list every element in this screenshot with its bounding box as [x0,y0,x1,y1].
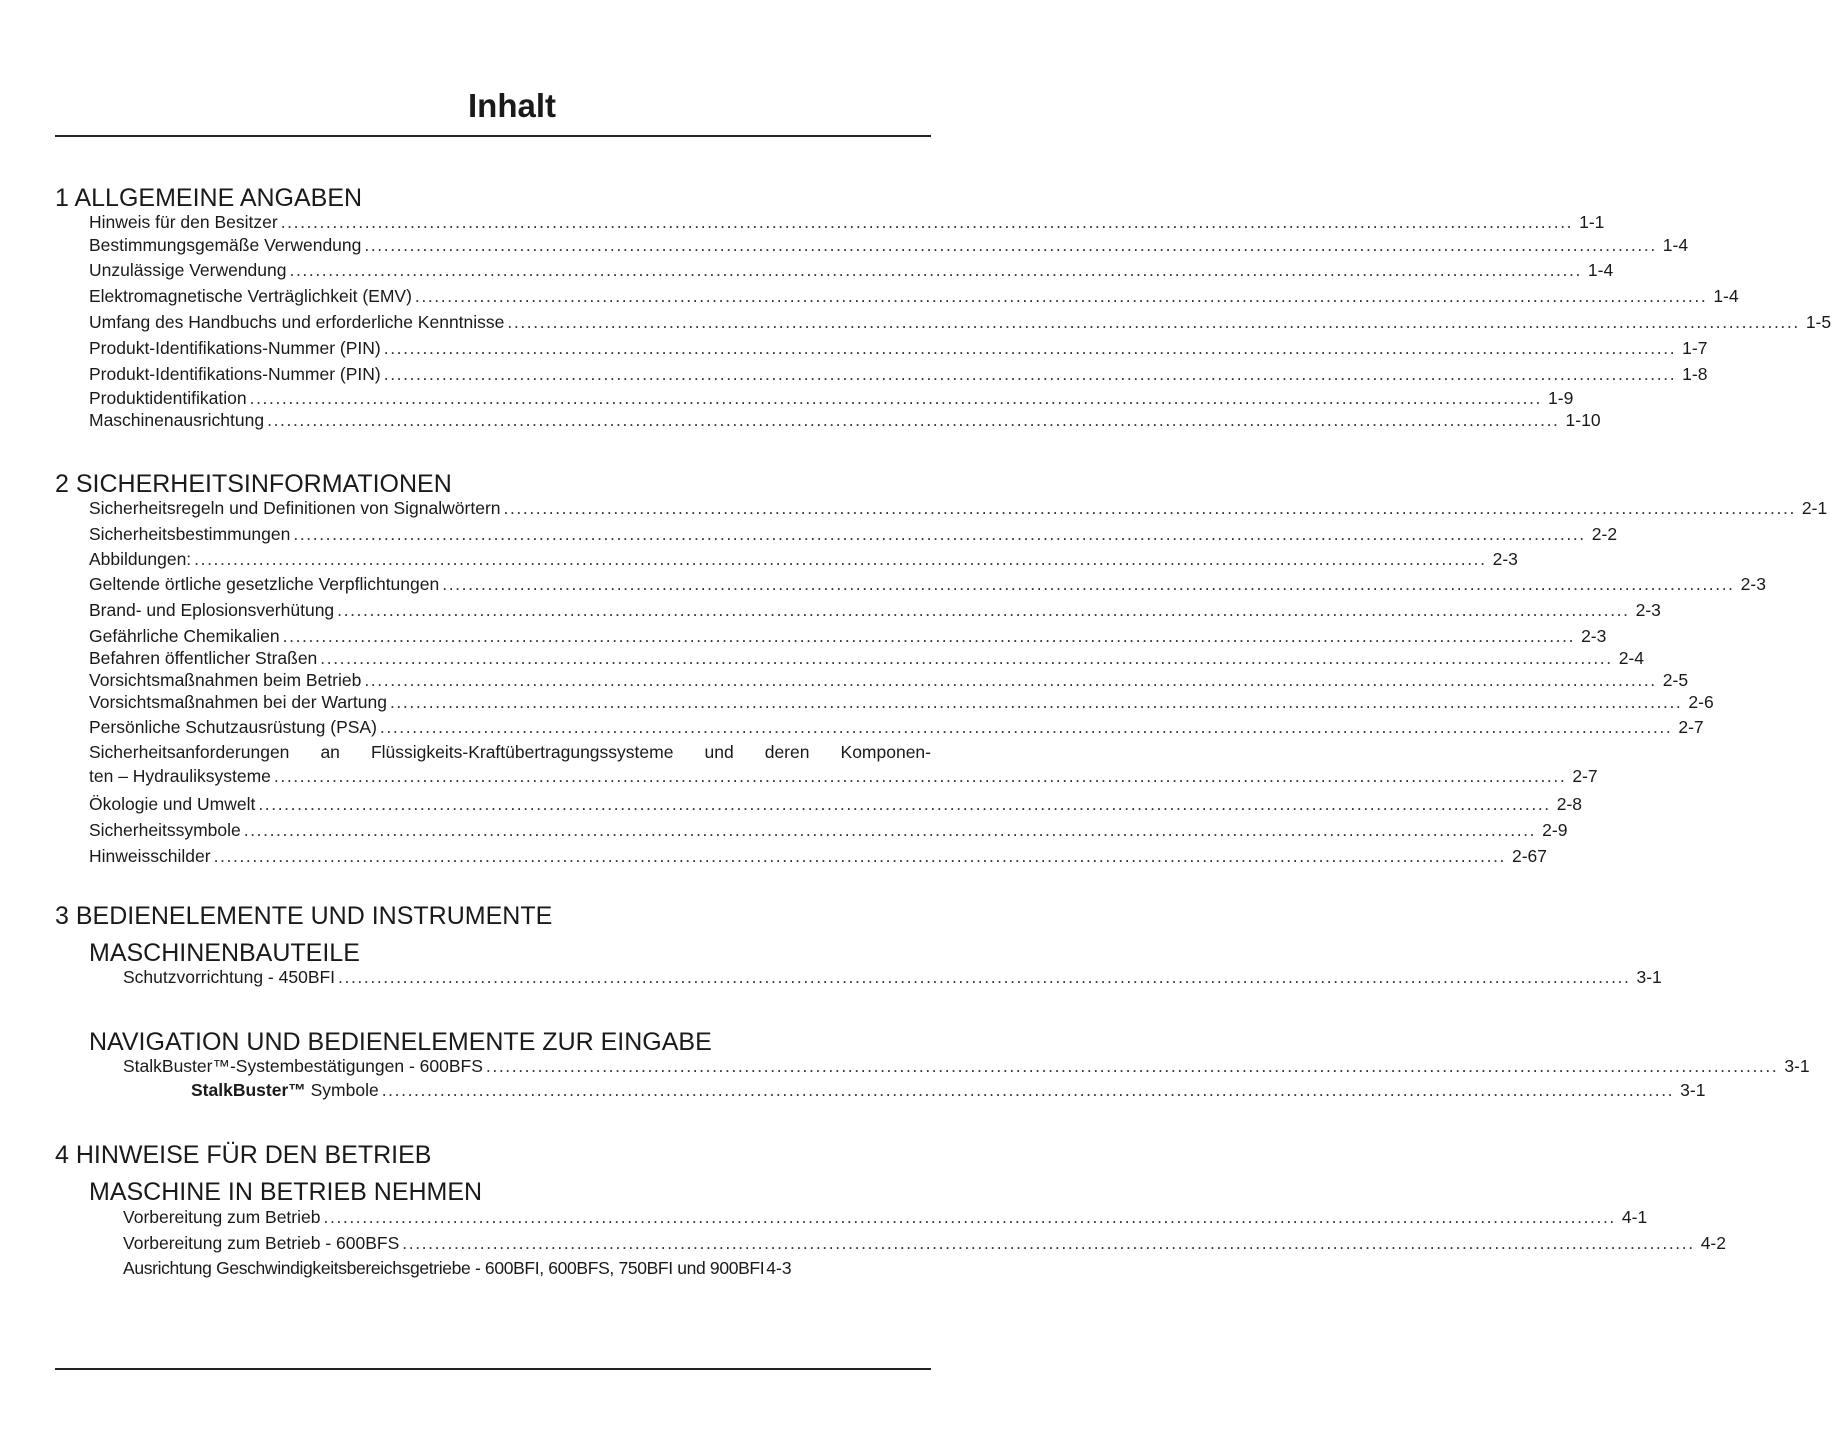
section-1-heading[interactable]: 1 ALLGEMEINE ANGABEN [55,184,363,212]
toc-page-number: 1-4 [1662,235,1689,255]
toc-entry[interactable] [89,625,1607,647]
toc-page-number: 4-3 [766,1258,792,1278]
leader-dots: ........................................................................................................................................................................................................ [389,692,1683,712]
toc-entry-text: Sicherheitssymbole [89,820,241,840]
leader-dots: ........................................................................................................................................................................................................ [289,260,1582,280]
toc-page-number: 2-2 [1591,524,1618,544]
toc-page-number: 1-1 [1579,212,1605,232]
toc-page-number: 1-4 [1713,286,1739,306]
toc-entry[interactable] [89,523,1618,545]
leader-dots: ........................................................................................................................................................................................................ [381,1080,1675,1100]
toc-entry-text: Ökologie und Umwelt [89,794,256,814]
subsection-heading[interactable]: MASCHINE IN BETRIEB NEHMEN [89,1178,483,1206]
toc-entry-text: Hinweisschilder [89,846,211,866]
toc-page-number: 2-3 [1740,574,1766,594]
toc-entry-text: Unzulässige Verwendung [89,260,287,280]
toc-page-number: 2-9 [1542,820,1568,840]
leader-dots: ........................................................................................................................................................................................................ [273,766,1567,786]
toc-entry[interactable] [89,337,1708,359]
leader-dots: ........................................................................................................................................................................................................ [194,549,1487,569]
toc-entry-text: Maschinenausrichtung [89,410,265,430]
toc-page-number: 2-67 [1512,846,1548,866]
toc-entry-text: Vorbereitung zum Betrieb - 600BFS [123,1233,400,1253]
subsection-heading[interactable]: NAVIGATION UND BEDIENELEMENTE ZUR EINGABE [89,1028,712,1056]
toc-page-number: 1-5 [1805,312,1831,332]
toc-entry-text: Vorsichtsmaßnahmen bei der Wartung [89,692,387,712]
leader-dots: ........................................................................................................................................................................................................ [258,794,1551,814]
section-4-heading[interactable]: 4 HINWEISE FÜR DEN BETRIEB [55,1141,432,1169]
toc-entry-wrapped-line[interactable]: Sicherheitsanforderungen an Flüssigkeits-Kraftübertragungssysteme und deren Komponen- [89,742,931,762]
toc-entry[interactable] [191,1079,1706,1101]
toc-entry-text: Ausrichtung Geschwindigkeitsbereichsgetriebe - 600BFI, 600BFS, 750BFI und 900BFI [123,1258,765,1278]
leader-dots: ........................................................................................................................................................................................................ [338,967,1631,987]
leader-dots: ........................................................................................................................................................................................................ [213,846,1506,866]
leader-dots: ........................................................................................................................................................................................................ [364,670,1657,690]
toc-entry-text: Vorbereitung zum Betrieb [123,1207,321,1227]
leader-dots: ........................................................................................................................................................................................................ [402,1233,1695,1253]
leader-dots: ........................................................................................................................................................................................................ [414,286,1708,306]
section-3-heading[interactable]: 3 BEDIENELEMENTE UND INSTRUMENTE [55,902,553,930]
toc-entry-text: Geltende örtliche gesetzliche Verpflichtungen [89,574,440,594]
toc-entry-text: Abbildungen: [89,549,192,569]
leader-dots: ........................................................................................................................................................................................................ [442,574,1735,594]
toc-page-number: 2-5 [1662,670,1689,690]
toc-entry[interactable] [89,845,1548,867]
toc-entry[interactable] [123,1232,1726,1254]
leader-dots: ........................................................................................................................................................................................................ [507,312,1800,332]
toc-page-number: 2-3 [1581,626,1607,646]
leader-dots: ........................................................................................................................................................................................................ [485,1056,1779,1076]
toc-page-number: 2-8 [1556,794,1583,814]
bottom-divider [55,1368,931,1370]
toc-page-number: 4-2 [1700,1233,1726,1253]
toc-page-number: 2-6 [1688,692,1714,712]
toc-entry-text: Schutzvorrichtung - 450BFI [123,967,336,987]
toc-entry-text: Umfang des Handbuchs und erforderliche Kenntnisse [89,312,505,332]
leader-dots: ........................................................................................................................................................................................................ [337,600,1630,620]
toc-entry-bold-text: StalkBuster™ [191,1080,306,1100]
toc-entry-text: Elektromagnetische Verträglichkeit (EMV) [89,286,412,306]
leader-dots: ........................................................................................................................................................................................................ [282,626,1576,646]
toc-entry[interactable] [89,647,1645,669]
top-divider [55,135,931,137]
toc-entry[interactable] [89,548,1518,570]
leader-dots: ........................................................................................................................................................................................................ [383,338,1677,358]
leader-dots: ........................................................................................................................................................................................................ [243,820,1537,840]
toc-entry[interactable] [89,819,1568,841]
section-2-heading[interactable]: 2 SICHERHEITSINFORMATIONEN [55,470,452,498]
toc-entry[interactable] [89,387,1574,409]
toc-entry[interactable] [123,1257,931,1279]
toc-entry[interactable] [89,259,1614,281]
toc-entry[interactable] [89,211,1605,233]
toc-page-number: 3-1 [1636,967,1662,987]
toc-entry[interactable] [123,1055,1810,1077]
toc-page-number: 1-8 [1682,364,1708,384]
toc-entry-text: Bestimmungsgemäße Verwendung [89,235,362,255]
toc-page-number: 2-1 [1801,498,1828,518]
leader-dots: ........................................................................................................................................................................................................ [323,1207,1616,1227]
toc-page-number: 2-7 [1678,717,1704,737]
toc-entry[interactable] [89,363,1708,385]
toc-entry[interactable] [123,966,1662,988]
toc-entry[interactable] [123,1206,1648,1228]
toc-page-number: 3-1 [1784,1056,1810,1076]
subsection-heading[interactable]: MASCHINENBAUTEILE [89,939,360,967]
toc-page-number: 4-1 [1621,1207,1648,1227]
toc-entry[interactable] [89,793,1583,815]
toc-entry[interactable] [89,285,1739,307]
toc-entry-text: Produkt-Identifikations-Nummer (PIN) [89,338,381,358]
leader-dots: ........................................................................................................................................................................................................ [383,364,1677,384]
toc-entry[interactable] [89,765,1598,787]
toc-entry[interactable] [89,573,1766,595]
leader-dots: ........................................................................................................................................................................................................ [364,235,1657,255]
toc-entry-text: Sicherheitsregeln und Definitionen von Signalwörtern [89,498,501,518]
toc-page-number: 2-7 [1572,766,1598,786]
toc-entry[interactable] [89,409,1601,431]
leader-dots: ........................................................................................................................................................................................................ [503,498,1796,518]
toc-page-number: 1-4 [1587,260,1614,280]
leader-dots: ........................................................................................................................................................................................................ [320,648,1613,668]
toc-page-number: 3-1 [1680,1080,1706,1100]
leader-dots: ........................................................................................................................................................................................................ [267,410,1560,430]
toc-entry-text [191,1079,379,1101]
toc-entry-text: Gefährliche Chemikalien [89,626,280,646]
toc-entry[interactable] [89,599,1661,621]
leader-dots: ........................................................................................................................................................................................................ [249,388,1543,408]
leader-dots: ........................................................................................................................................................................................................ [293,524,1586,544]
leader-dots: ........................................................................................................................................................................................................ [280,212,1574,232]
toc-entry-text: StalkBuster™-Systembestätigungen - 600BFS [123,1056,483,1076]
page-title: Inhalt [468,87,556,124]
leader-dots: ........................................................................................................................................................................................................ [379,717,1673,737]
toc-page-number: 1-10 [1565,410,1601,430]
toc-page-number: 2-4 [1618,648,1645,668]
toc-entry[interactable] [89,669,1689,691]
toc-entry[interactable] [89,497,1828,519]
toc-page-number: 2-3 [1635,600,1661,620]
toc-page-number: 2-3 [1492,549,1518,569]
toc-page-number: 1-7 [1682,338,1708,358]
toc-entry-text: Produktidentifikation [89,388,247,408]
toc-entry-rest-text: Symbole [305,1080,379,1100]
toc-entry-text: Sicherheitsbestimmungen [89,524,291,544]
toc-entry[interactable] [89,716,1704,738]
toc-entry[interactable] [89,311,1831,333]
toc-entry[interactable] [89,234,1689,256]
toc-entry[interactable] [89,691,1714,713]
toc-entry-text: Brand- und Eplosionsverhütung [89,600,335,620]
toc-entry-text: Produkt-Identifikations-Nummer (PIN) [89,364,381,384]
toc-entry-text: Persönliche Schutzausrüstung (PSA) [89,717,377,737]
toc-entry-text: Hinweis für den Besitzer [89,212,278,232]
toc-page-number: 1-9 [1548,388,1574,408]
toc-entry-text: ten – Hydrauliksysteme [89,766,271,786]
toc-entry-text: Vorsichtsmaßnahmen beim Betrieb [89,670,362,690]
toc-entry-text: Befahren öffentlicher Straßen [89,648,318,668]
